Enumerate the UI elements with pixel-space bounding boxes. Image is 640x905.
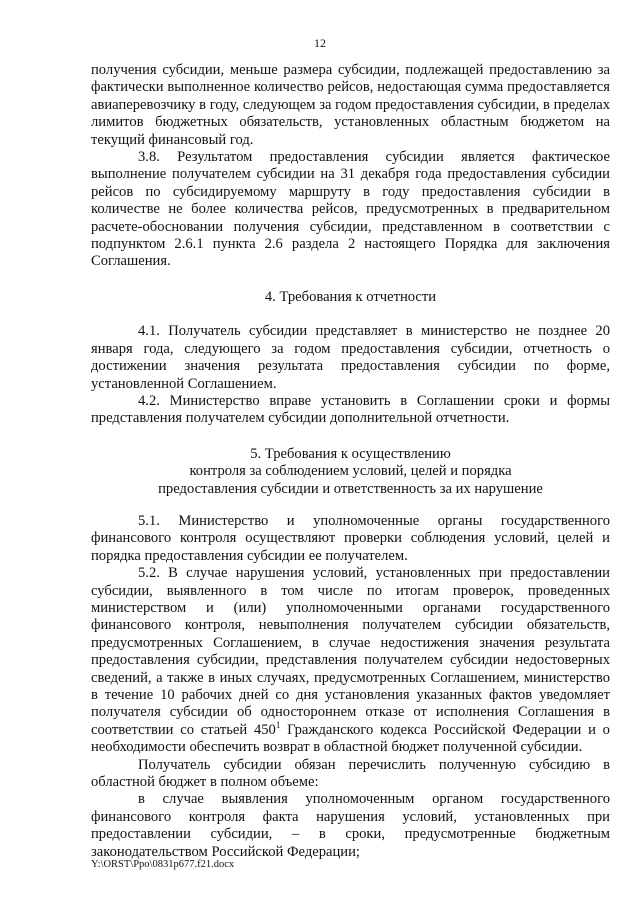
article-superscript: 1 (275, 719, 281, 730)
section-5-heading (91, 446, 610, 498)
paragraph-5-2-text-b: Гражданского кодекса Российской Федерации и о необходимости обеспечить возврат в областной бюджет полученной субсидии. (91, 721, 610, 756)
paragraph-3-8: 3.8. Результатом предоставления субсидии является фактическое выполнение получателем субсидии на 31 декабря года предоставления субсидии рейсов по субсидируемому маршруту в году предоставления субсидии в количестве не более количества рейсов, предусмотренных в предварительном расчете-обосновании получения субсидии, представленном в соответствии с подпунктом 2.6.1 пункта 2.6 раздела 2 настоящего Порядка для заключения Соглашения. (91, 149, 610, 270)
paragraph-case: в случае выявления уполномоченным органом государственного финансового контроля факта нарушения условий, установленных при предоставлении субсидии, – в сроки, предусмотренные бюджетным законодательством Российской Федерации; (91, 791, 610, 860)
paragraph-4-1: 4.1. Получатель субсидии представляет в министерство не позднее 20 января года, следующего за годом предоставления субсидии, отчетность о достижении значения результата предоставления субсидии по форме, установленной Соглашением. (91, 323, 610, 392)
section-5-heading-line-1: 5. Требования к осуществлению (250, 445, 451, 462)
paragraph-5-2 (91, 565, 610, 756)
paragraph-5-2-text-a: 5.2. В случае нарушения условий, установленных при предоставлении субсидии, выявленного в том числе по итогам проверок, проведенных министерством и (или) уполномоченными органами государственного финансового контроля, невыполнения получателем субсидии обязательств, предусмотренных Соглашением, в случае недостижения значения результата предоставления субсидии, представления получателем субсидии недостоверных сведений, а также в иных случаях, предусмотренных Соглашением, министерство в течение 10 рабочих дней со дня установления указанных фактов уведомляет получателя субсидии об одностороннем отказе от исполнения Соглашения в соответствии со статьей 450 (91, 565, 610, 738)
page-number: 12 (314, 36, 326, 50)
paragraph-obligation: Получатель субсидии обязан перечислить полученную субсидию в областной бюджет в полном объеме: (91, 756, 610, 791)
section-5-heading-line-2: контроля за соблюдением условий, целей и порядка (189, 463, 512, 480)
section-4-heading: 4. Требования к отчетности (264, 288, 437, 305)
paragraph-4-2: 4.2. Министерство вправе установить в Соглашении сроки и формы представления получателем субсидии дополнительной отчетности. (91, 392, 610, 427)
paragraph-5-1: 5.1. Министерство и уполномоченные органы государственного финансового контроля осуществляют проверки соблюдения условий, целей и порядка предоставления субсидии ее получателем. (91, 512, 610, 564)
section-5-heading-line-3: предоставления субсидии и ответственность за их нарушение (158, 480, 543, 497)
document-body (91, 62, 610, 861)
paragraph-continuation: получения субсидии, меньше размера субсидии, подлежащей предоставлению за фактически выполненное количество рейсов, недостающая сумма предоставляется авиаперевозчику в году, следующем за годом предоставления субсидии, в пределах лимитов бюджетных обязательств, установленных областным бюджетом на текущий финансовый год. (91, 62, 610, 148)
footer-file-path: Y:\ORST\Ppo\0831p677.f21.docx (91, 859, 235, 870)
